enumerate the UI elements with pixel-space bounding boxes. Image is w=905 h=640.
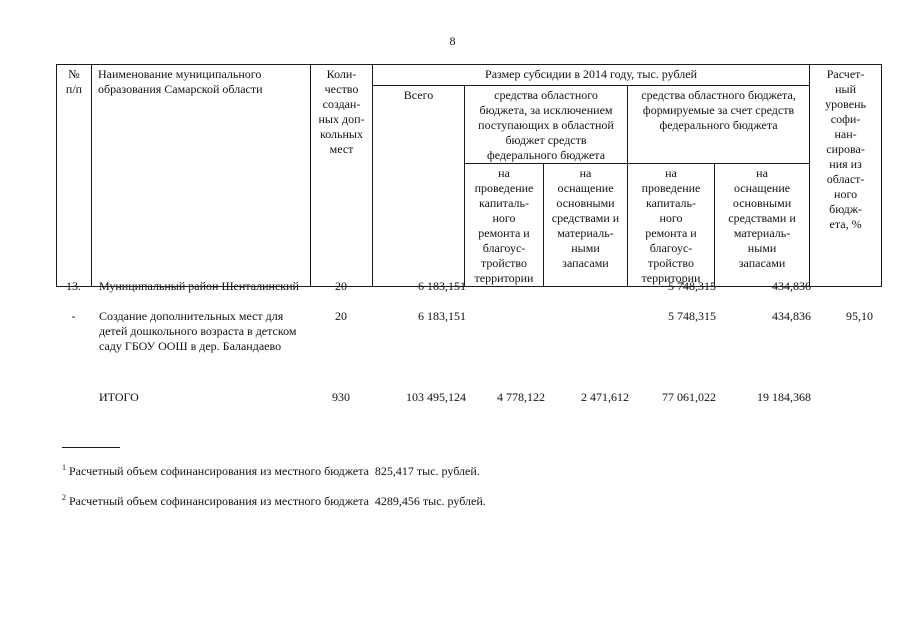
row-federal-repair: 77 061,022 (662, 390, 716, 404)
page-number: 8 (449, 34, 456, 48)
row-total: 103 495,124 (406, 390, 466, 404)
header-oblast-repair-text: на проведение капиталь- ного ремонта и благоус- тройство территории (474, 166, 534, 285)
header-total-text: Всего (403, 88, 434, 102)
footnote-value: 825,417 тыс. рублей. (374, 464, 480, 478)
header-subsidy-group (373, 65, 810, 86)
header-federal-repair-text: на проведение капиталь- ного ремонта и благоус- тройство территории (641, 166, 701, 285)
row-federal-repair: 5 748,315 (668, 279, 716, 293)
header-federal-equipment-text: на оснащение основными средствами и материаль- ными запасами (728, 166, 796, 270)
footnote-divider (62, 447, 120, 448)
footnote-value: 4289,456 тыс. рублей. (374, 494, 486, 508)
row-places: 20 (335, 279, 347, 293)
header-name (92, 65, 311, 287)
header-oblast-group (465, 86, 628, 164)
row-total: 6 183,151 (418, 309, 466, 323)
row-num: - (71, 309, 76, 323)
row-oblast-repair: 4 778,122 (497, 390, 545, 404)
header-places-text: Коли- чество создан- ных доп- кольных мест (318, 67, 365, 156)
footnote-mark: 2 (62, 493, 66, 502)
row-federal-equipment: 434,836 (772, 309, 811, 323)
row-places: 930 (332, 390, 350, 404)
row-federal-equipment: 434,836 (772, 279, 811, 293)
row-places: 20 (335, 309, 347, 323)
header-rate (810, 65, 882, 287)
row-num: 13. (66, 279, 81, 293)
header-oblast-group-text: средства областного бюджета, за исключением поступающих в областной бюджет средств федерального бюджета (478, 88, 614, 162)
row-name: Создание дополнительных мест для детей дошкольного возраста в детском саду ГБОУ ООШ в дер. Баландаево (99, 309, 297, 353)
header-places (311, 65, 373, 287)
row-oblast-equipment: 2 471,612 (581, 390, 629, 404)
header-total (373, 86, 465, 287)
header-oblast-repair (465, 164, 544, 287)
header-rate-text: Расчет- ный уровень софи- нан- сирова- ния из област- ного бюдж- ета, % (825, 67, 866, 231)
header-subsidy-group-text: Размер субсидии в 2014 году, тыс. рублей (485, 67, 698, 81)
header-federal-group (628, 86, 810, 164)
row-name: ИТОГО (99, 390, 139, 404)
footnote-2 (62, 493, 486, 508)
header-name-text: Наименование муниципального образования Самарской области (98, 67, 263, 96)
header-federal-repair (628, 164, 715, 287)
row-name: Муниципальный район Шенталинский (99, 279, 299, 293)
row-federal-equipment: 19 184,368 (757, 390, 811, 404)
row-rate: 95,10 (846, 309, 873, 323)
footnote-mark: 1 (62, 463, 66, 472)
header-federal-group-text: средства областного бюджета, формируемые за счет средств федерального бюджета (641, 88, 796, 132)
header-oblast-equipment-text: на оснащение основными средствами и материаль- ными запасами (551, 166, 620, 270)
header-num-text: № п/п (65, 67, 83, 96)
row-total: 6 183,151 (418, 279, 466, 293)
footnote-1 (62, 463, 480, 478)
footnote-text: Расчетный объем софинансирования из местного бюджета (69, 494, 369, 508)
row-federal-repair: 5 748,315 (668, 309, 716, 323)
header-num (57, 65, 92, 287)
header-oblast-equipment (544, 164, 628, 287)
subsidy-table-header (56, 64, 882, 287)
footnote-text: Расчетный объем софинансирования из местного бюджета (69, 464, 369, 478)
header-federal-equipment (715, 164, 810, 287)
